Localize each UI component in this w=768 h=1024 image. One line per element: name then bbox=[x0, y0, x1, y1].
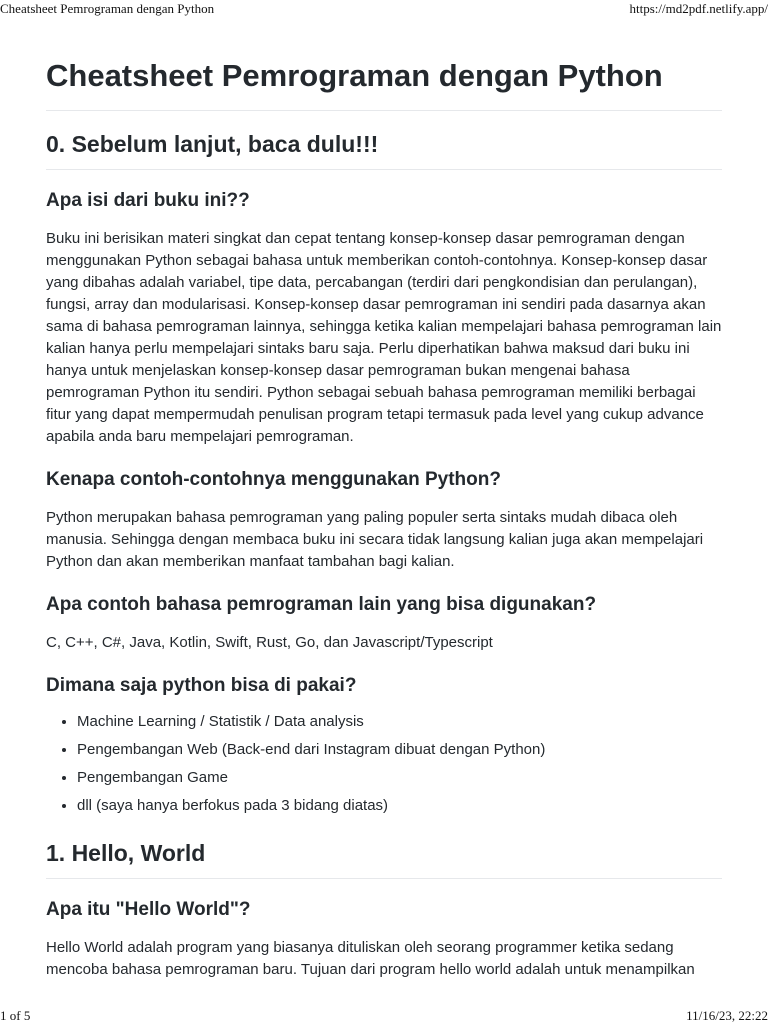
question-why-python-body: Python merupakan bahasa pemrograman yang paling populer serta sintaks mudah dibaca oleh manusia. Sehingga dengan membaca buku ini secara tidak langsung kalian juga akan mempelajari Python dan akan memberikan manfaat tambahan bagi kalian. bbox=[46, 509, 704, 570]
question-hello-world-heading: Apa itu "Hello World"? bbox=[46, 899, 251, 920]
print-datetime: 11/16/23, 22:22 bbox=[686, 1008, 768, 1023]
question-content-body: Buku ini berisikan materi singkat dan cepat tentang konsep-konsep dasar pemrograman dengan menggunakan Python sebagai bahasa untuk memberikan contoh-contohnya. Konsep-konsep dasar yang dibahas adalah variabel, tipe data, percabangan (terdiri dari pengkondisian dan perulangan), fungsi, array dan modularisasi. Konsep-konsep dasar pemrograman ini sendiri pada dasarnya akan sama di bahasa pemrograman lainnya, sehingga ketika kalian mempelajari bahasa pemrograman lain kalian hanya perlu mempelajari sintaks baru saja. Perlu diperhatikan bahwa maksud dari buku ini hanya untuk menjelaskan konsep-konsep dasar pemrograman bukan mengenai bahasa pemrograman Python itu sendiri. Python sebagai sebuah bahasa pemrograman memiliki berbagai fitur yang dapat mempermudah penulisan program tetapi termasuk pada level yang cukup advance apabila anda baru mempelajari pemrograman. bbox=[46, 230, 722, 445]
print-footer bbox=[0, 1008, 768, 1024]
question-hello-world-body: Hello World adalah program yang biasanya dituliskan oleh seorang programmer ketika sedang mencoba bahasa pemrograman baru. Tujuan dari program hello world adalah untuk menampilkan bbox=[46, 939, 695, 978]
print-header-url[interactable]: https://md2pdf.netlify.app/ bbox=[629, 1, 768, 16]
print-header bbox=[0, 1, 768, 17]
print-header-title: Cheatsheet Pemrograman dengan Python bbox=[0, 1, 215, 16]
list-item: • Machine Learning / Statistik / Data analysis bbox=[77, 708, 722, 736]
usage-list bbox=[46, 708, 722, 820]
question-content-heading: Apa isi dari buku ini?? bbox=[46, 190, 250, 211]
section-0-heading: 0. Sebelum lanjut, baca dulu!!! bbox=[46, 129, 722, 170]
section-1-heading: 1. Hello, World bbox=[46, 838, 722, 879]
list-item: • Pengembangan Web (Back-end dari Instagram dibuat dengan Python) bbox=[77, 736, 722, 764]
page-number: 1 of 5 bbox=[0, 1008, 31, 1023]
question-where-used-heading: Dimana saja python bisa di pakai? bbox=[46, 675, 357, 696]
list-item: • dll (saya hanya berfokus pada 3 bidang diatas) bbox=[77, 792, 722, 820]
question-other-languages-heading: Apa contoh bahasa pemrograman lain yang bisa digunakan? bbox=[46, 594, 597, 615]
question-other-languages-body: C, C++, C#, Java, Kotlin, Swift, Rust, Go, dan Javascript/Typescript bbox=[46, 634, 493, 651]
document-content bbox=[46, 56, 722, 981]
question-why-python-heading: Kenapa contoh-contohnya menggunakan Python? bbox=[46, 469, 501, 490]
document-title: Cheatsheet Pemrograman dengan Python bbox=[46, 56, 722, 111]
list-item: • Pengembangan Game bbox=[77, 764, 722, 792]
